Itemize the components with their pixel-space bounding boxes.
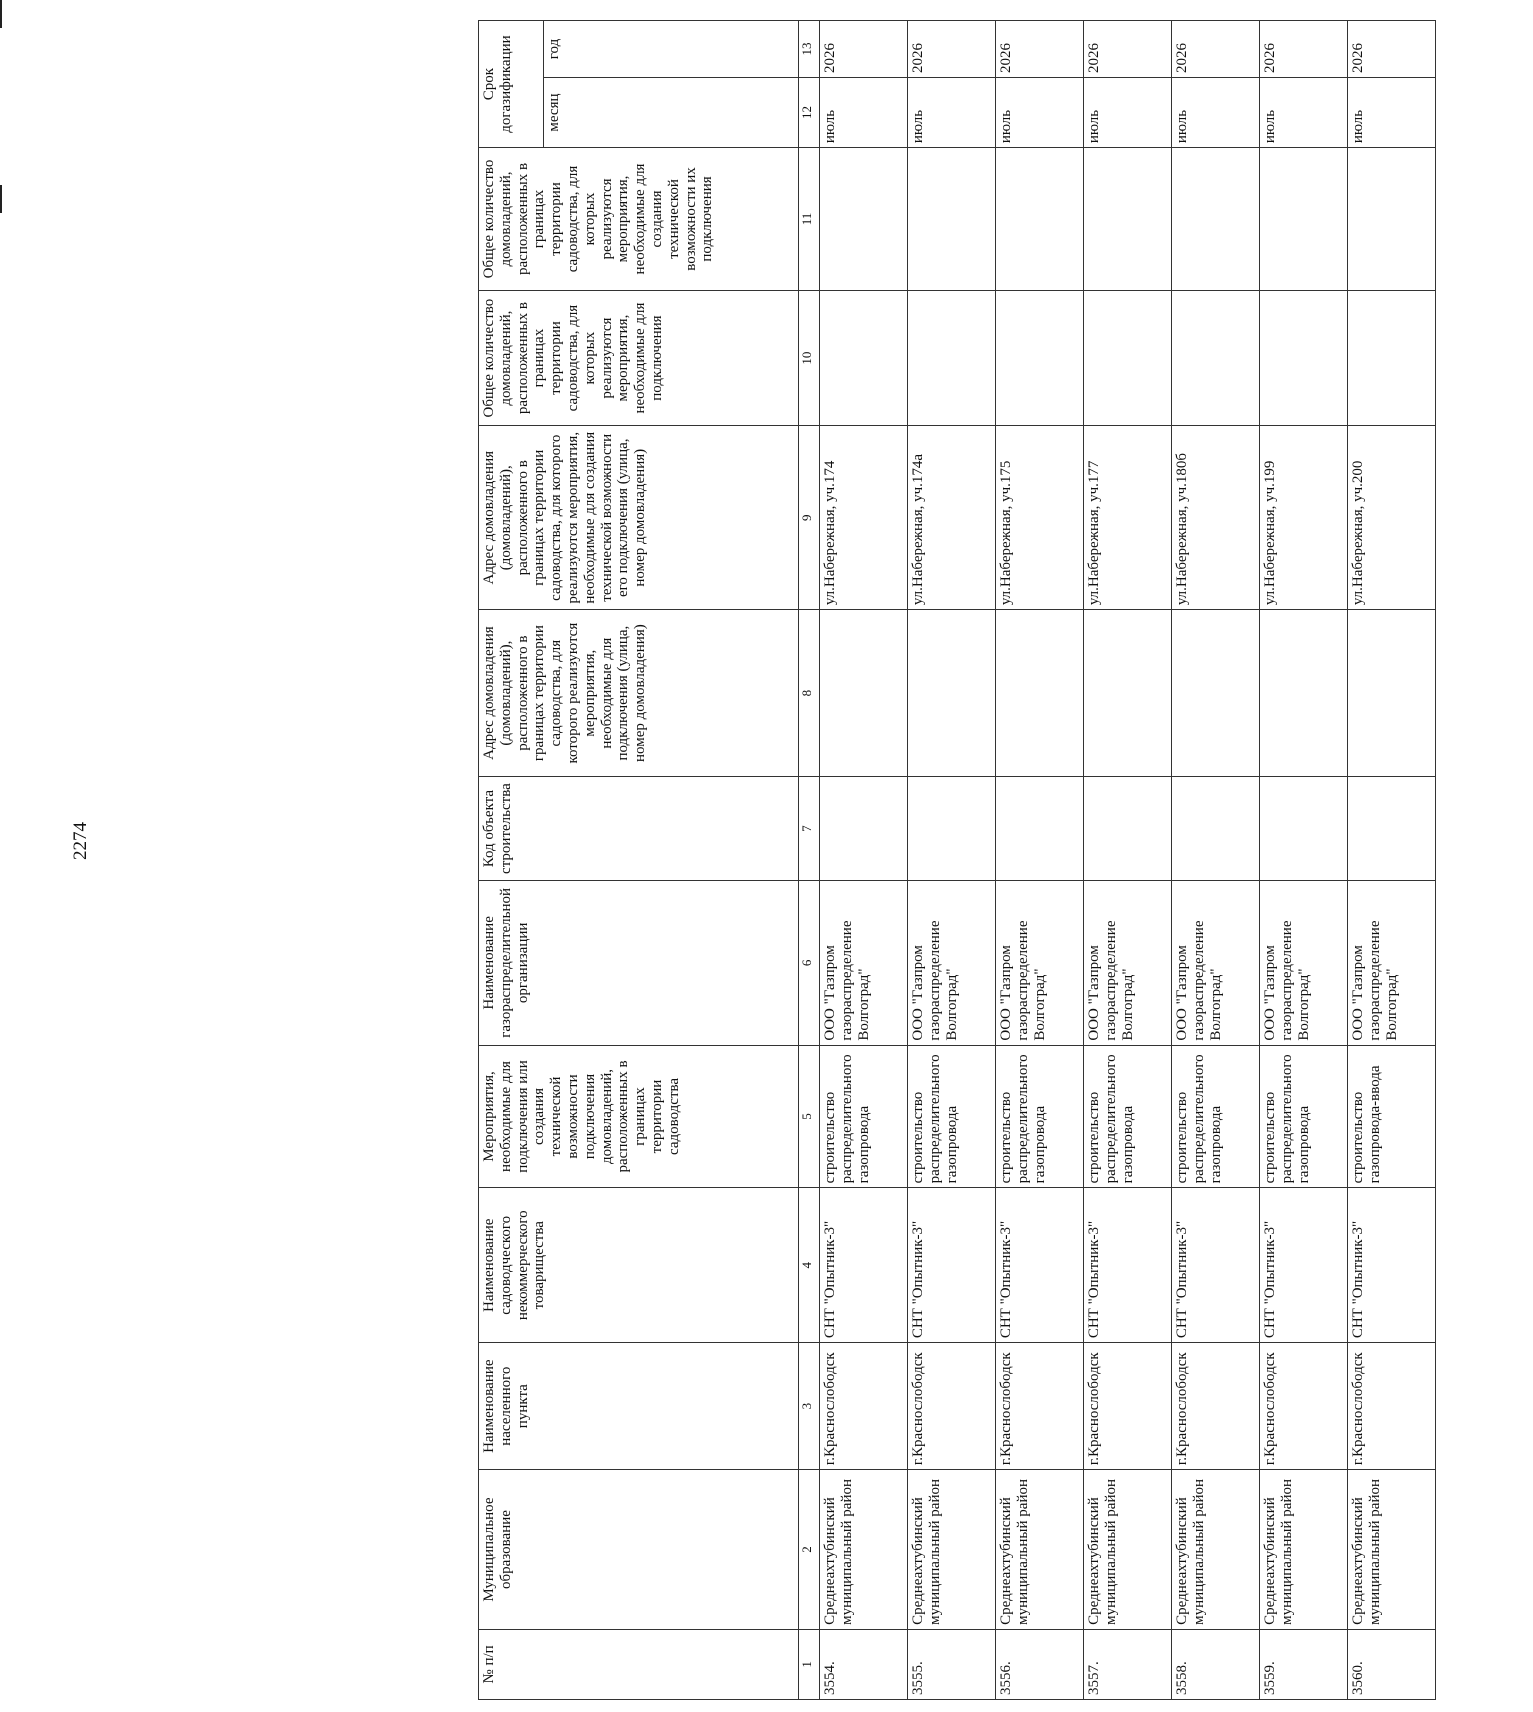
cell-month: июль xyxy=(820,77,908,147)
cell-organization: ООО "Газпром газораспределение Волгоград" xyxy=(1084,881,1172,1046)
cell-town: г.Краснослободск xyxy=(996,1343,1084,1470)
cell-measure: строительство газопровода-ввода xyxy=(1348,1045,1436,1188)
cell-number: 3560. xyxy=(1348,1629,1436,1699)
cell-month: июль xyxy=(996,77,1084,147)
cell-organization: ООО "Газпром газораспределение Волгоград" xyxy=(820,881,908,1046)
cell-snt: СНТ "Опытник-3" xyxy=(1348,1188,1436,1343)
table-row xyxy=(820,21,908,1700)
cell-measure: строительство распределительного газопровода xyxy=(1172,1045,1260,1188)
cell-code xyxy=(1084,777,1172,881)
cell-count-connection xyxy=(908,290,996,425)
cell-code xyxy=(1172,777,1260,881)
header-col-6: Наименование газораспределительной организации xyxy=(479,881,799,1046)
cell-count-connection xyxy=(820,290,908,425)
cell-town: г.Краснослободск xyxy=(1348,1343,1436,1470)
cell-year: 2026 xyxy=(1172,21,1260,78)
cell-month: июль xyxy=(1172,77,1260,147)
cell-year: 2026 xyxy=(908,21,996,78)
cell-count-capability xyxy=(996,148,1084,291)
cell-municipality: Среднеахтубинский муниципальный район xyxy=(1348,1470,1436,1630)
cell-count-capability xyxy=(1084,148,1172,291)
header-col-10: Общее количество домовладений, расположенных в границах территории садоводства, для которых реализуются мероприятия, необходимые для подключения xyxy=(479,290,799,425)
cell-municipality: Среднеахтубинский муниципальный район xyxy=(1172,1470,1260,1630)
col-number: 1 xyxy=(799,1629,820,1699)
table-row xyxy=(908,21,996,1700)
col-number: 13 xyxy=(799,21,820,78)
cell-code xyxy=(820,777,908,881)
cell-year: 2026 xyxy=(1348,21,1436,78)
header-row xyxy=(479,21,544,1700)
cell-number: 3559. xyxy=(1260,1629,1348,1699)
header-col-9: Адрес домовладения (домовладений), расположенного в границах территории садоводства, для которого реализуются мероприятия, необходимые для создания технической возможности его подключения (улица, номер домовладения) xyxy=(479,426,799,610)
cell-count-capability xyxy=(820,148,908,291)
cell-count-connection xyxy=(1084,290,1172,425)
cell-organization: ООО "Газпром газораспределение Волгоград" xyxy=(1348,881,1436,1046)
header-col-3: Наименование населенного пункта xyxy=(479,1343,799,1470)
cell-number: 3558. xyxy=(1172,1629,1260,1699)
cell-count-connection xyxy=(1348,290,1436,425)
left-edge-mark-top xyxy=(0,0,2,28)
col-number: 9 xyxy=(799,426,820,610)
header-col-12: месяц xyxy=(544,77,799,147)
cell-month: июль xyxy=(1084,77,1172,147)
header-col-8: Адрес домовладения (домовладений), расположенного в границах территории садоводства, для которого реализуются мероприятия, необходимые для подключения (улица, номер домовладения) xyxy=(479,610,799,777)
cell-month: июль xyxy=(1348,77,1436,147)
col-number: 10 xyxy=(799,290,820,425)
header-group-deadline: Срок догазификации xyxy=(479,21,544,148)
cell-month: июль xyxy=(908,77,996,147)
cell-snt: СНТ "Опытник-3" xyxy=(820,1188,908,1343)
col-number: 7 xyxy=(799,777,820,881)
cell-count-capability xyxy=(1260,148,1348,291)
table-body xyxy=(820,21,1436,1700)
header-col-2: Муниципальное образование xyxy=(479,1470,799,1630)
cell-address-capability: ул.Набережная, уч.175 xyxy=(996,426,1084,610)
page-number: 2274 xyxy=(70,822,91,860)
cell-municipality: Среднеахтубинский муниципальный район xyxy=(1084,1470,1172,1630)
cell-month: июль xyxy=(1260,77,1348,147)
cell-number: 3556. xyxy=(996,1629,1084,1699)
cell-count-capability xyxy=(1348,148,1436,291)
cell-measure: строительство распределительного газопровода xyxy=(996,1045,1084,1188)
cell-address-capability: ул.Набережная, уч.174а xyxy=(908,426,996,610)
cell-code xyxy=(908,777,996,881)
col-number: 8 xyxy=(799,610,820,777)
cell-address-connection xyxy=(908,610,996,777)
header-col-11: Общее количество домовладений, расположенных в границах территории садоводства, для которых реализуются мероприятия, необходимые для создания технической возможности их подключения xyxy=(479,148,799,291)
column-number-row xyxy=(799,21,820,1700)
cell-organization: ООО "Газпром газораспределение Волгоград" xyxy=(908,881,996,1046)
cell-count-connection xyxy=(1260,290,1348,425)
cell-address-capability: ул.Набережная, уч.200 xyxy=(1348,426,1436,610)
header-col-4: Наименование садоводческого некоммерческого товарищества xyxy=(479,1188,799,1343)
header-col-13: год xyxy=(544,21,799,78)
cell-town: г.Краснослободск xyxy=(1172,1343,1260,1470)
cell-count-capability xyxy=(908,148,996,291)
cell-year: 2026 xyxy=(1084,21,1172,78)
cell-organization: ООО "Газпром газораспределение Волгоград" xyxy=(996,881,1084,1046)
cell-snt: СНТ "Опытник-3" xyxy=(1172,1188,1260,1343)
cell-municipality: Среднеахтубинский муниципальный район xyxy=(820,1470,908,1630)
cell-address-capability: ул.Набережная, уч.177 xyxy=(1084,426,1172,610)
cell-measure: строительство распределительного газопровода xyxy=(1260,1045,1348,1188)
col-number: 2 xyxy=(799,1470,820,1630)
cell-address-connection xyxy=(1348,610,1436,777)
header-col-1: № п/п xyxy=(479,1629,799,1699)
table-row xyxy=(996,21,1084,1700)
cell-municipality: Среднеахтубинский муниципальный район xyxy=(908,1470,996,1630)
cell-snt: СНТ "Опытник-3" xyxy=(908,1188,996,1343)
cell-year: 2026 xyxy=(996,21,1084,78)
cell-count-capability xyxy=(1172,148,1260,291)
col-number: 6 xyxy=(799,881,820,1046)
left-edge-mark-mid xyxy=(0,185,2,213)
cell-address-connection xyxy=(996,610,1084,777)
cell-municipality: Среднеахтубинский муниципальный район xyxy=(996,1470,1084,1630)
cell-number: 3554. xyxy=(820,1629,908,1699)
col-number: 11 xyxy=(799,148,820,291)
header-col-7: Код объекта строительства xyxy=(479,777,799,881)
cell-address-capability: ул.Набережная, уч.199 xyxy=(1260,426,1348,610)
cell-measure: строительство распределительного газопровода xyxy=(908,1045,996,1188)
gasification-table xyxy=(478,20,1436,1700)
cell-number: 3557. xyxy=(1084,1629,1172,1699)
cell-year: 2026 xyxy=(820,21,908,78)
cell-snt: СНТ "Опытник-3" xyxy=(1260,1188,1348,1343)
cell-count-connection xyxy=(996,290,1084,425)
cell-organization: ООО "Газпром газораспределение Волгоград" xyxy=(1260,881,1348,1046)
cell-code xyxy=(1348,777,1436,881)
cell-address-connection xyxy=(1084,610,1172,777)
cell-year: 2026 xyxy=(1260,21,1348,78)
rotated-table-container xyxy=(478,20,1533,1700)
cell-measure: строительство распределительного газопровода xyxy=(820,1045,908,1188)
cell-code xyxy=(996,777,1084,881)
col-number: 12 xyxy=(799,77,820,147)
table-row xyxy=(1172,21,1260,1700)
cell-measure: строительство распределительного газопровода xyxy=(1084,1045,1172,1188)
cell-address-connection xyxy=(1172,610,1260,777)
cell-town: г.Краснослободск xyxy=(1084,1343,1172,1470)
cell-address-connection xyxy=(1260,610,1348,777)
col-number: 5 xyxy=(799,1045,820,1188)
col-number: 3 xyxy=(799,1343,820,1470)
cell-count-connection xyxy=(1172,290,1260,425)
cell-snt: СНТ "Опытник-3" xyxy=(1084,1188,1172,1343)
table-row xyxy=(1260,21,1348,1700)
table-row xyxy=(1348,21,1436,1700)
cell-snt: СНТ "Опытник-3" xyxy=(996,1188,1084,1343)
cell-code xyxy=(1260,777,1348,881)
cell-address-connection xyxy=(820,610,908,777)
cell-number: 3555. xyxy=(908,1629,996,1699)
header-col-5: Мероприятия, необходимые для подключения или создания технической возможности подключения домовладений, расположенных в границах территории садоводства xyxy=(479,1045,799,1188)
cell-address-capability: ул.Набережная, уч.174 xyxy=(820,426,908,610)
cell-municipality: Среднеахтубинский муниципальный район xyxy=(1260,1470,1348,1630)
cell-town: г.Краснослободск xyxy=(820,1343,908,1470)
cell-organization: ООО "Газпром газораспределение Волгоград" xyxy=(1172,881,1260,1046)
table-row xyxy=(1084,21,1172,1700)
cell-town: г.Краснослободск xyxy=(1260,1343,1348,1470)
cell-address-capability: ул.Набережная, уч.180б xyxy=(1172,426,1260,610)
col-number: 4 xyxy=(799,1188,820,1343)
cell-town: г.Краснослободск xyxy=(908,1343,996,1470)
